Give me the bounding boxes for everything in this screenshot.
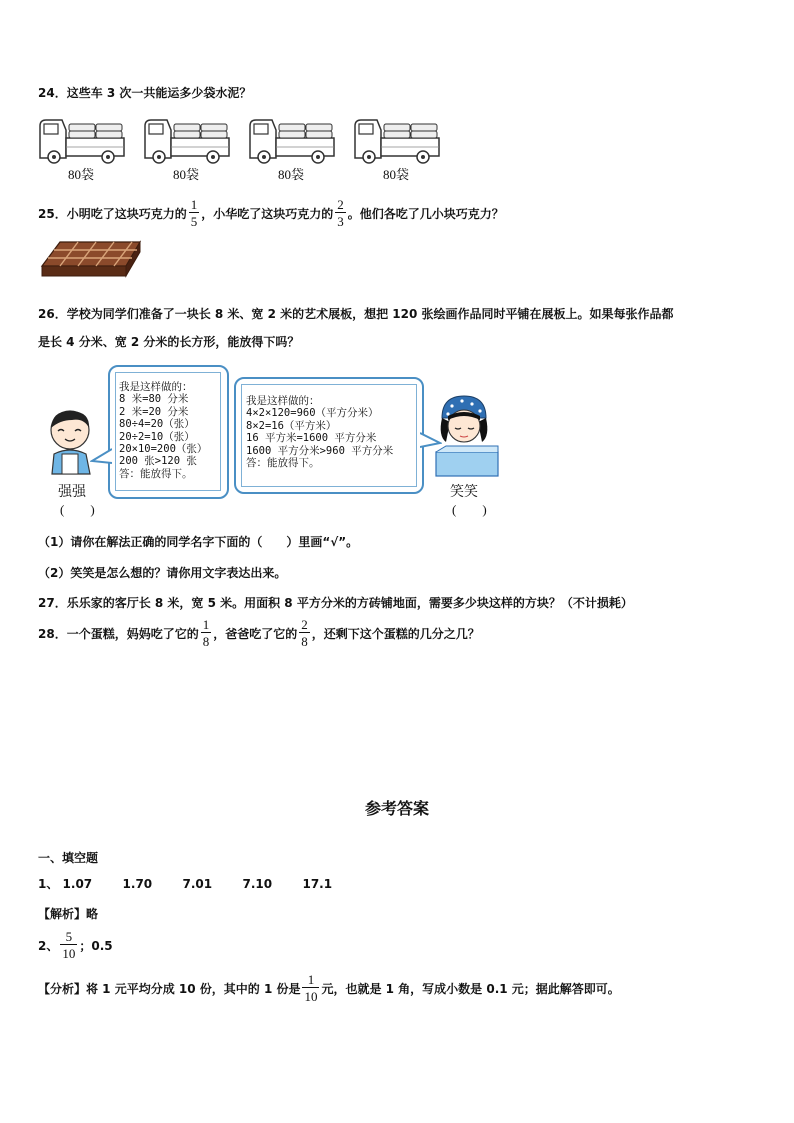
truck-label: 80袋 xyxy=(67,167,94,182)
answer-parentheses-right[interactable]: ( ) xyxy=(452,502,487,517)
question-number: 27． xyxy=(38,596,67,610)
question-26-line-1 xyxy=(38,305,674,322)
bubble-line: 200 张>120 张 xyxy=(119,455,197,468)
fraction-1-8: $\frac{1}{8}$ xyxy=(202,617,210,649)
question-text-3: 。他们各吃了几小块巧克力？ xyxy=(347,206,504,221)
bubble-inner-left xyxy=(115,372,221,491)
question-text-3: ，还剩下这个蛋糕的几分之几？ xyxy=(311,626,480,641)
bubble-inner-right xyxy=(241,384,417,487)
bubble-line: 答：能放得下。 xyxy=(246,457,320,470)
speech-bubble-right xyxy=(234,377,424,494)
truck-illustrations xyxy=(36,112,496,164)
question-26-line-2: 是长 4 分米、宽 2 分米的长方形，能放得下吗？ xyxy=(38,335,300,349)
fraction-1-10: $\frac{1}{10}$ xyxy=(304,972,318,1004)
question-text: 这些车 3 次一共能运多少袋水泥？ xyxy=(66,86,252,100)
fraction-2-8: $\frac{2}{8}$ xyxy=(301,617,308,649)
bubble-line: 8 米=80 分米 xyxy=(119,393,189,406)
truck-1 xyxy=(40,120,124,163)
question-number: 26． xyxy=(38,307,67,321)
truck-label: 80袋 xyxy=(277,167,304,182)
bubble-line: 我是这样做的： xyxy=(246,395,320,407)
bubble-line: 1600 平方分米>960 平方分米 xyxy=(246,444,394,457)
question-25 xyxy=(38,198,504,228)
fraction-5-10: $\frac{5}{10}$ xyxy=(62,929,76,961)
truck-label: 80袋 xyxy=(382,167,409,182)
question-text-1: 一个蛋糕，妈妈吃了它的 xyxy=(66,626,199,641)
bubble-line: 答：能放得下。 xyxy=(119,467,193,480)
answer-value: ；0.5 xyxy=(79,938,113,953)
name-xiaoxiao: 笑笑 xyxy=(450,485,478,500)
fraction-1-5: $\frac{1}{5}$ xyxy=(190,197,198,229)
answer-1-note: 【解析】略 xyxy=(38,907,99,921)
question-number: 28． xyxy=(38,626,67,641)
question-text: 学校为同学们准备了一块长 8 米、宽 2 米的艺术展板，想把 120 张绘画作品同时平铺在展板上。如果每张作品都 xyxy=(66,307,674,321)
answer-number: 1、 xyxy=(38,877,59,891)
question-text: 乐乐家的客厅长 8 米，宽 5 米。用面积 8 平方分米的方砖铺地面，需要多少块这样的方块？（不计损耗） xyxy=(66,596,633,610)
answer-parentheses-left[interactable]: ( ) xyxy=(60,502,95,517)
bubble-line: 2 米=20 分米 xyxy=(119,405,189,418)
bubble-line: 20÷2=10（张） xyxy=(119,430,195,443)
bubble-line: 4×2×120=960（平方分米） xyxy=(246,407,379,420)
answer-note-text-2: 元，也就是 1 角，写成小数是 0.1 元；据此解答即可。 xyxy=(321,981,620,996)
question-26-sub-1: （1）请你在解法正确的同学名字下面的（ ）里画“√”。 xyxy=(38,535,359,549)
bubble-line: 8×2=16（平方米） xyxy=(246,419,337,432)
bubble-line: 16 平方米=1600 平方分米 xyxy=(246,432,377,445)
truck-label: 80袋 xyxy=(172,167,199,182)
answer-value: 1.70 xyxy=(122,877,153,891)
answers-section-heading: 一、填空题 xyxy=(38,851,99,865)
question-number: 24． xyxy=(38,86,67,100)
truck-2 xyxy=(145,120,229,163)
bubble-line: 20×10=200（张） xyxy=(119,443,208,456)
truck-4 xyxy=(355,120,439,163)
bubble-text-left xyxy=(119,381,207,480)
question-27 xyxy=(38,594,633,611)
fraction-2-3: $\frac{2}{3}$ xyxy=(337,197,344,229)
answer-value: 17.1 xyxy=(302,877,333,891)
answer-1 xyxy=(38,875,332,892)
name-qiangqiang: 强强 xyxy=(58,485,86,500)
bubble-line: 80÷4=20（张） xyxy=(119,418,195,431)
truck-3 xyxy=(250,120,334,163)
answer-value: 7.10 xyxy=(242,877,273,891)
answer-number: 2、 xyxy=(38,938,59,953)
question-26-sub-2: （2）笑笑是怎么想的？请你用文字表达出来。 xyxy=(38,566,287,580)
answer-value: 1.07 xyxy=(62,877,93,891)
answer-note-text-1: 【分析】将 1 元平均分成 10 份，其中的 1 份是 xyxy=(38,981,301,996)
girl-xiaoxiao-image xyxy=(432,392,500,482)
question-24 xyxy=(38,84,251,101)
answers-title: 参考答案 xyxy=(364,799,429,818)
truck-row xyxy=(36,112,496,192)
question-text-1: 小明吃了这块巧克力的 xyxy=(66,206,187,221)
question-number: 25． xyxy=(38,206,67,221)
question-text-2: ，爸爸吃了它的 xyxy=(213,626,298,641)
chocolate-bar-image xyxy=(38,236,142,286)
question-text-2: ，小华吃了这块巧克力的 xyxy=(201,206,334,221)
answer-2-note xyxy=(38,973,620,1003)
answer-2 xyxy=(38,930,113,960)
answer-value: 7.01 xyxy=(182,877,213,891)
bubble-line: 我是这样做的： xyxy=(119,381,193,393)
bubble-tail-left xyxy=(90,447,112,467)
speech-bubble-left xyxy=(108,365,229,499)
bubble-text-right xyxy=(246,395,393,469)
question-28 xyxy=(38,618,480,648)
boy-qiangqiang-image xyxy=(44,408,100,480)
